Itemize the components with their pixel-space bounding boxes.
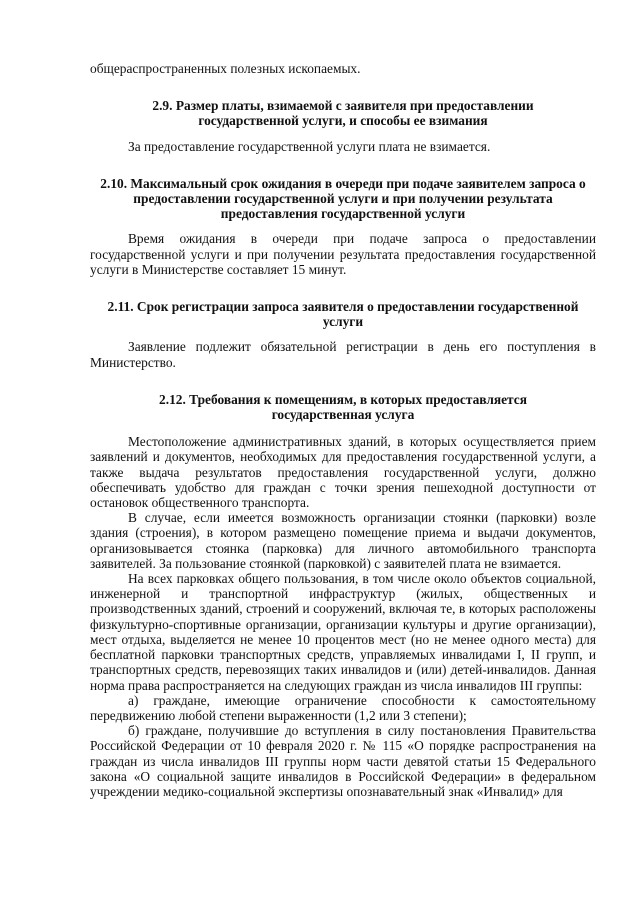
section-2-12-item-b: б) граждане, получившие до вступления в силу постановления Правительства Российской Федерации от 10 февраля 2020 г. № 115 «О порядке распространения на граждан из числа инвалидов III группы норм части девятой статьи 15 Федерального закона «О социальной защите инвалидов в Российской Федерации» в федеральном учреждении медико-социальной экспертизы опознавательный знак «Инвалид» для <box>90 723 596 799</box>
section-heading-2-10: 2.10. Максимальный срок ожидания в очереди при подаче заявителем запроса о предоставлении государственной услуги и при получении результата предоставления государственной услуги <box>100 175 586 222</box>
section-2-10-paragraph: Время ожидания в очереди при подаче запроса о предоставлении государственной услуги и при получении результата предоставления государственной услуги в Министерстве составляет 15 минут. <box>90 231 596 277</box>
lead-text: общераспространенных полезных ископаемых. <box>90 61 361 76</box>
document-page <box>90 61 596 799</box>
section-heading-2-12: 2.12. Требования к помещениям, в которых предоставляется государственная услуга <box>159 391 527 423</box>
section-2-12-paragraph-2: В случае, если имеется возможность организации стоянки (парковки) возле здания (строения), в котором размещено помещение приема и выдачи документов, организовывается стоянка (парковка) для личного автомобильного транспорта заявителей. За пользование стоянкой (парковкой) с заявителей плата не взимается. <box>90 510 596 571</box>
section-2-11-paragraph: Заявление подлежит обязательной регистрации в день его поступления в Министерство. <box>90 339 596 370</box>
section-2-12-paragraph-3: На всех парковках общего пользования, в том числе около объектов социальной, инженерной и транспортной инфраструктур (жилых, общественных и производственных зданий, строений и сооружений, включая те, в которых расположены физкультурно-спортивные организации, организации культуры и другие организации), мест отдыха, выделяется не менее 10 процентов мест (но не менее одного места) для бесплатной парковки транспортных средств, управляемых инвалидами I, II групп, и транспортных средств, перевозящих таких инвалидов и (или) детей-инвалидов. Данная норма права распространяется на следующих граждан из числа инвалидов III группы: <box>90 571 596 693</box>
section-2-12-item-a: а) граждане, имеющие ограничение способности к самостоятельному передвижению любой степени выраженности (1,2 или 3 степени); <box>90 692 596 723</box>
section-2-9-paragraph: За предоставление государственной услуги плата не взимается. <box>128 138 491 154</box>
section-2-12-paragraph-1: Местоположение административных зданий, в которых осуществляется прием заявлений и документов, необходимых для предоставления государственной услуги, а также выдача результатов предоставления государственной услуги, должно обеспечивать удобство для граждан с точки зрения пешеходной доступности от остановок общественного транспорта. <box>90 434 596 511</box>
section-heading-2-9: 2.9. Размер платы, взимаемой с заявителя при предоставлении государственной услуги, и способы ее взимания <box>152 98 534 129</box>
section-heading-2-11: 2.11. Срок регистрации запроса заявителя о предоставлении государственной услуги <box>107 299 579 330</box>
